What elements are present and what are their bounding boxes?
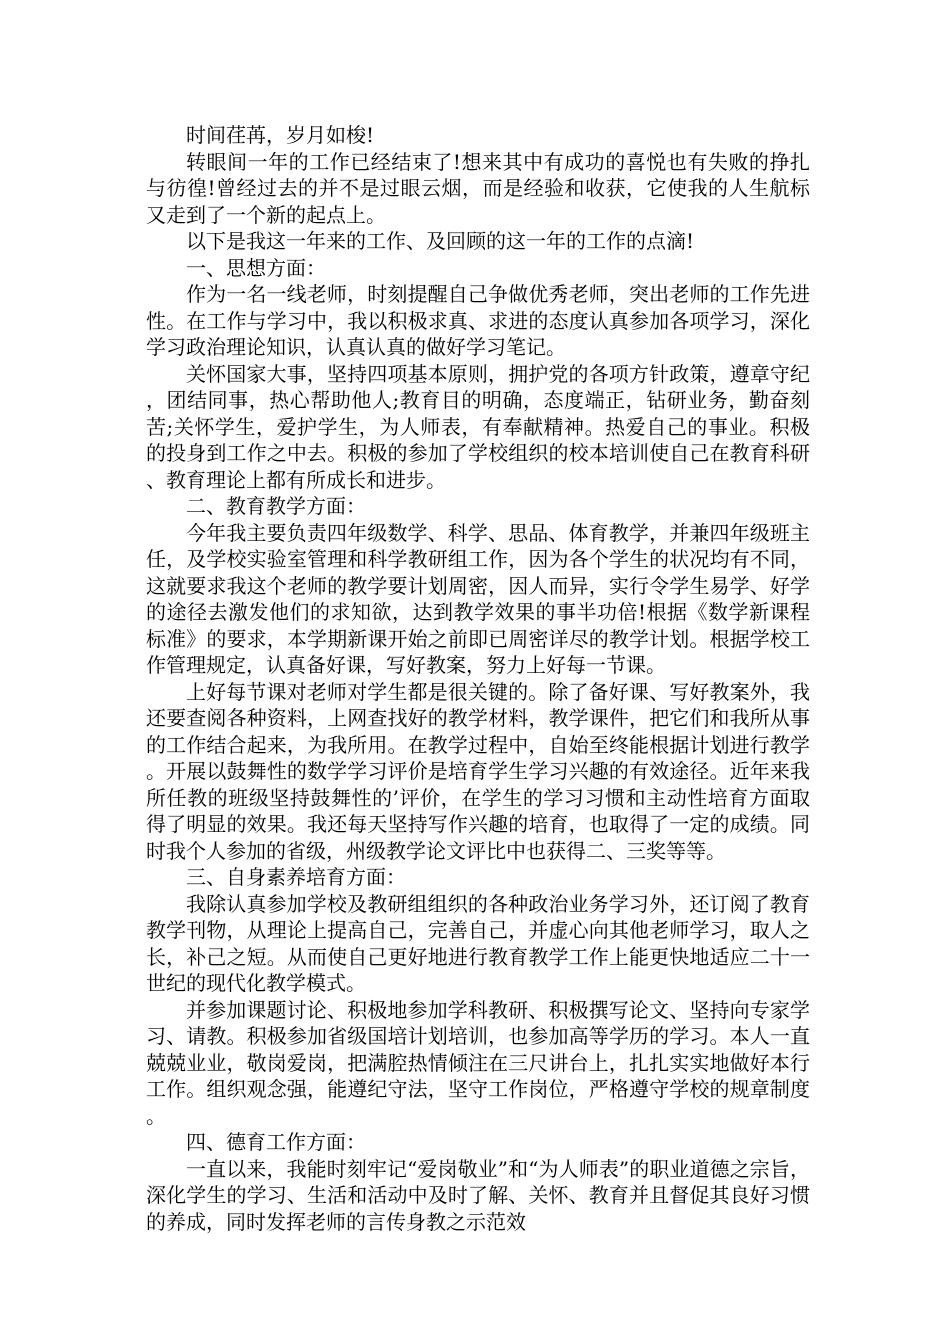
section-heading: 四、德育工作方面：	[186, 1130, 366, 1154]
paragraph: 我除认真参加学校及教研组组织的各种政治业务学习外，还订阅了教育教学刊物，从理论上提高自己，完善自己，并虚心向其他老师学习，取人之长，补己之短。从而使自己更好地进行教育教学工作上能更快地适应二十一世纪的现代化教学模式。	[146, 891, 810, 995]
paragraph: 转眼间一年的工作已经结束了!想来其中有成功的喜悦也有失败的挣扎与彷徨!曾经过去的并不是过眼云烟，而是经验和收获，它使我的人生航标又走到了一个新的起点上。	[146, 149, 810, 227]
paragraph: 时间荏苒，岁月如梭!	[186, 123, 375, 147]
paragraph: 并参加课题讨论、积极地参加学科教研、积极撰写论文、坚持向专家学习、请教。积极参加省级国培计划培训，也参加高等学历的学习。本人一直兢兢业业，敬岗爱岗，把满腔热情倾注在三尺讲台上，扎扎实实地做好本行工作。组织观念强，能遵纪守法，坚守工作岗位，严格遵守学校的规章制度。	[146, 997, 810, 1128]
section-heading: 一、思想方面：	[186, 255, 326, 280]
paragraph: 今年我主要负责四年级数学、科学、思品、体育教学，并兼四年级班主任，及学校实验室管理和科学教研组工作，因为各个学生的状况均有不同，这就要求我这个老师的教学要计划周密，因人而异，实行令学生易学、好学的途径去激发他们的求知欲，达到教学效果的事半功倍!根据《数学新课程标准》的要求，本学期新课开始之前即已周密详尽的教学计划。根据学校工作管理规定，认真备好课，写好教案，努力上好每一节课。	[146, 520, 810, 677]
paragraph: 关怀国家大事，坚持四项基本原则，拥护党的各项方针政策，遵章守纪，团结同事，热心帮助他人;教育目的明确，态度端正，钻研业务，勤奋刻苦;关怀学生，爱护学生，为人师表，有奉献精神。热爱自己的事业。积极的投身到工作之中去。积极的参加了学校组织的校本培训使自己在教育科研、教育理论上都有所成长和进步。	[146, 361, 810, 492]
document-body	[146, 122, 810, 1235]
paragraph: 以下是我这一年来的工作、及回顾的这一年的工作的点滴!	[186, 229, 695, 253]
paragraph: 上好每节课对老师对学生都是很关键的。除了备好课、写好教案外，我还要查阅各种资料，上网查找好的教学材料，教学课件，把它们和我所从事的工作结合起来，为我所用。在教学过程中，自始至终能根据计划进行教学。开展以鼓舞性的数学学习评价是培育学生学习兴趣的有效途径。近年来我所任教的班级坚持鼓舞性的’评价，在学生的学习习惯和主动性培育方面取得了明显的效果。我还每天坚持写作兴趣的培育，也取得了一定的成绩。同时我个人参加的省级，州级教学论文评比中也获得二、三奖等等。	[146, 679, 810, 863]
paragraph: 作为一名一线老师，时刻提醒自己争做优秀老师，突出老师的工作先进性。在工作与学习中，我以积极求真、求进的态度认真参加各项学习，深化学习政治理论知识，认真认真的做好学习笔记。	[146, 282, 810, 359]
section-heading: 三、自身素养培育方面：	[186, 865, 406, 889]
section-heading: 二、教育教学方面：	[186, 494, 366, 518]
paragraph: 一直以来，我能时刻牢记“爱岗敬业”和“为人师表”的职业道德之宗旨，深化学生的学习、生活和活动中及时了解、关怀、教育并且督促其良好习惯的养成，同时发挥老师的言传身教之示范效	[146, 1156, 810, 1234]
